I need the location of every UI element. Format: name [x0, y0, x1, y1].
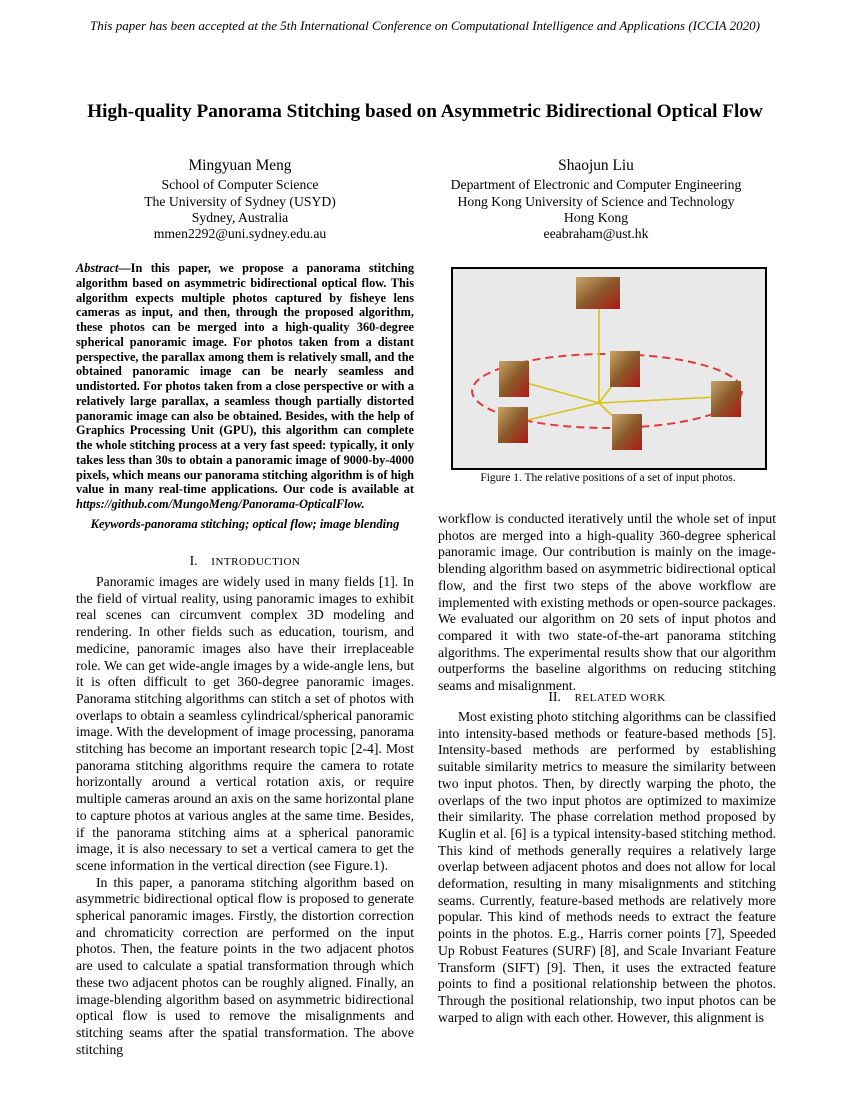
paragraph: Panoramic images are widely used in many fields [1]. In the field of virtual reality, using panoramic images to exhibit real scenes can circumvent complex 3D modeling and rendering. In other fields such as education, tourism, and medicine, panoramic images also have their irreplaceable role. We can get wide-angle images by a wide-angle lens, but it is often difficult to get 360-degree panoramic images. Panorama stitching algorithms can stitch a set of photos with overlaps to obtain a seamless cylindrical/spherical panoramic image. With the development of image processing, panorama stitching has become an important research topic [2-4]. Most panorama stitching algorithms require the camera to rotate horizontally around a vertical rotation axis, or require multiple cameras around an axis on the same horizontal plane to capture photos at various angles at the same time. Besides, if the panorama stitching aims at a spherical panoramic image, it is also necessary to set a vertical camera to get the scene information in the vertical direction (see Figure.1). — [76, 574, 414, 873]
abstract-dash: — — [118, 261, 131, 275]
figure-1-diagram — [453, 269, 765, 468]
code-link[interactable]: https://github.com/MungoMeng/Panorama-OpticalFlow. — [76, 497, 365, 511]
section-title: RELATED WORK — [574, 692, 666, 704]
section-number: II. — [548, 689, 561, 704]
section-heading-related-work — [438, 689, 776, 705]
author-org: The University of Sydney (USYD) — [144, 193, 336, 209]
author-location: Hong Kong — [563, 209, 629, 225]
abstract-label: Abstract — [76, 261, 119, 275]
introduction-body — [76, 574, 414, 1058]
conference-note: This paper has been accepted at the 5th International Conference on Computational Intelligence and Applications (ICCIA 2020) — [90, 18, 760, 33]
photo-left-back — [499, 361, 529, 397]
abstract — [76, 261, 414, 512]
author-name: Shaojun Liu — [558, 157, 634, 174]
author-email[interactable]: mmen2292@uni.sydney.edu.au — [153, 226, 327, 242]
author-block-2 — [446, 158, 746, 242]
photo-right — [711, 381, 741, 417]
photo-center-front — [612, 414, 642, 450]
author-org: Hong Kong University of Science and Technology — [457, 193, 735, 209]
keywords: Keywords-panorama stitching; optical flow; image blending — [90, 517, 400, 531]
section-heading-introduction — [76, 553, 414, 569]
abstract-text: In this paper, we propose a panorama stitching algorithm based on asymmetric bidirectional optical flow. This algorithm expects multiple photos captured by fisheye lens cameras as input, and then, through the proposed algorithm, these photos can be merged into a high-quality 360-degree spherical panoramic image. For photos taken from a distant perspective, the parallax among them is relatively small, and the obtained panoramic image can be nearly seamless and undistorted. For photos taken from a close perspective or with a relatively large parallax, a seamless though partially distorted panoramic image can also be obtained. Besides, with the help of Graphics Processing Unit (GPU), this algorithm can complete the whole stitching process at a very fast speed: typically, it only takes less than 30s to obtain a panoramic image of 9000-by-4000 pixels, which means our panorama stitching algorithm is of high value in many real-time applications. Our code is available at — [76, 261, 414, 497]
section-title: INTRODUCTION — [211, 556, 301, 568]
figure-1-caption: Figure 1. The relative positions of a set of input photos. — [480, 472, 736, 484]
paragraph: In this paper, a panorama stitching algorithm based on asymmetric bidirectional optical flow is proposed to generate spherical panoramic images. Firstly, the distortion correction and chromaticity correction are performed on the input photos. Then, the feature points in the two adjacent photos are used to calculate a spatial transformation through which these two adjacent photos can be roughly aligned. Finally, an image-blending algorithm based on asymmetric bidirectional optical flow is used to remove the misalignments and stitching seams after the spatial transformation. The above stitching — [76, 874, 414, 1057]
photo-top — [576, 277, 620, 309]
paragraph: workflow is conducted iteratively until the whole set of input photos are merged into a high-quality 360-degree spherical panoramic image. Our contribution is mainly on the image-blending algorithm based on asymmetric bidirectional optical flow, and the first two steps of the above workflow are implemented with existing methods or open-source packages. We evaluated our algorithm on 20 sets of input photos and compared it with two state-of-the-art panorama stitching algorithms. The experimental results show that our algorithm outperforms the baseline algorithms on reducing stitching seams and misalignment. — [438, 511, 776, 694]
section-number: I. — [189, 553, 198, 568]
paper-title: High-quality Panorama Stitching based on Asymmetric Bidirectional Optical Flow — [87, 101, 763, 122]
author-name: Mingyuan Meng — [188, 157, 292, 174]
introduction-continuation — [438, 511, 776, 695]
author-dept: School of Computer Science — [161, 177, 319, 193]
author-location: Sydney, Australia — [191, 209, 289, 225]
photo-center-back — [610, 351, 640, 387]
related-work-body — [438, 709, 776, 1026]
author-block-1 — [90, 158, 390, 242]
input-photos — [498, 277, 741, 450]
photo-left-front — [498, 407, 528, 443]
figure-1 — [451, 267, 767, 470]
author-email[interactable]: eeabraham@ust.hk — [543, 226, 649, 242]
paragraph: Most existing photo stitching algorithms can be classified into intensity-based methods or feature-based methods [5]. Intensity-based methods are performed by establishing suitable similarity metrics to measure the similarity between two input photos. Then, by directly warping the photo, the overlaps of the two input photos are optimized to maximize their similarity. The phase correlation method proposed by Kuglin et al. [6] is a typical intensity-based stitching method. This kind of methods generally requires a relatively large overlap between adjacent photos and does not allow for local deformation, resulting in many misalignments and stitching seams. Currently, feature-based methods are relatively more popular. This kind of methods needs to extract the feature points in the photos. E.g., Harris corner points [7], Speeded Up Robust Features (SURF) [8], and Scale Invariant Feature Transform (SIFT) [9]. Then, it uses the extracted feature points to find a positional relationship between the photos. Through the positional relationship, two input photos can be warped to align with each other. However, this alignment is — [438, 709, 776, 1025]
author-dept: Department of Electronic and Computer Engineering — [450, 177, 742, 193]
